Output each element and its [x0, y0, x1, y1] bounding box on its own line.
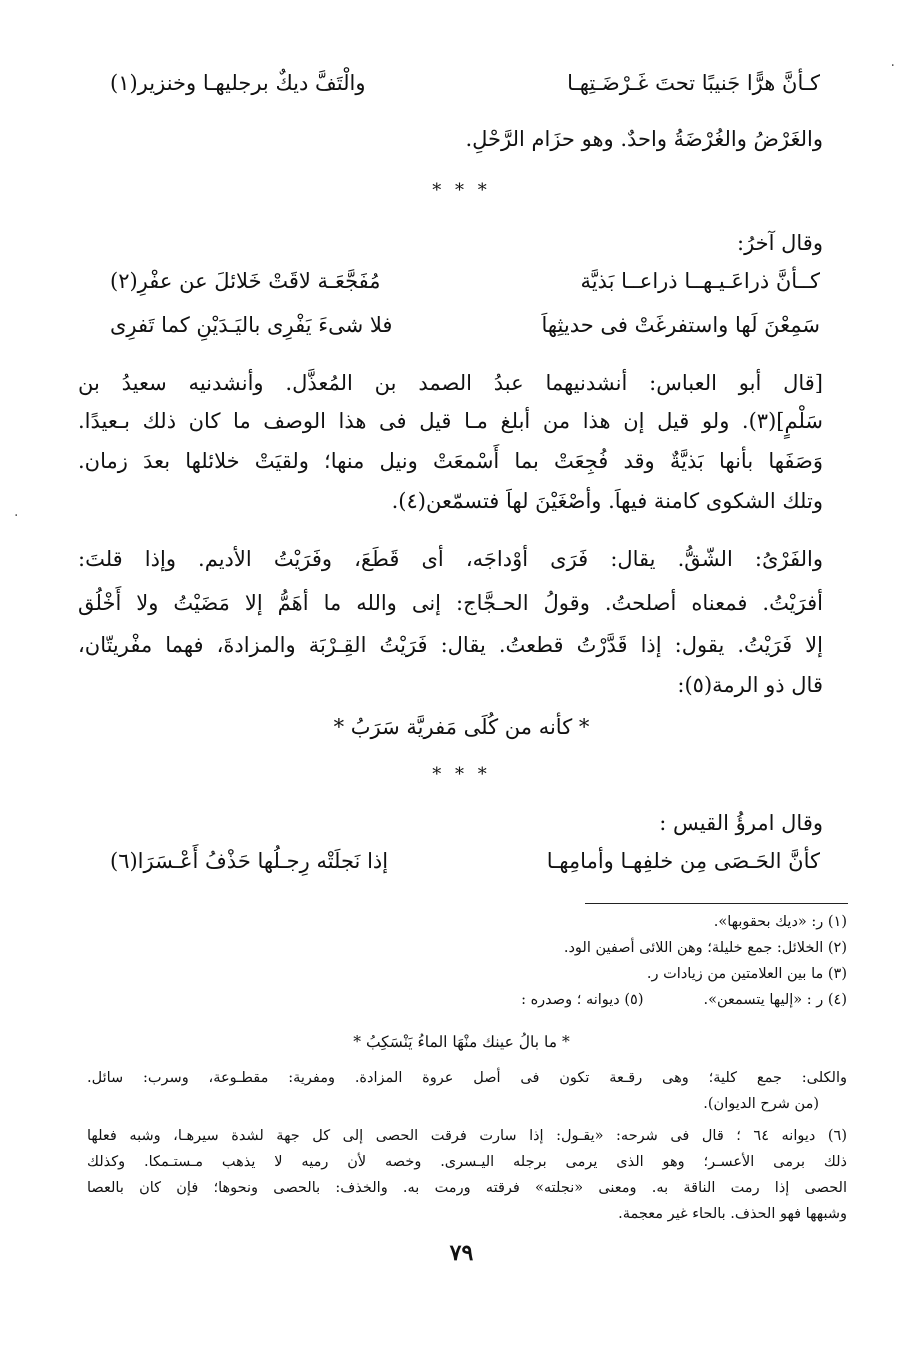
footnote-1: (١) ر: «ديك بحقوبها».	[713, 914, 847, 930]
footnote-row	[87, 988, 847, 1013]
verse-second-hemistich: مُفَجَّعَـة لاقَتْ خَلائلَ عن عفْرِ(٢)	[110, 269, 381, 293]
paragraph-line: سَلْمٍ](٣). ولو قيل إن هذا من أبلغ مـا قيل فى هذا الوصف ما كان ذلك بـعيدًا.	[78, 409, 823, 433]
margin-dot: ·	[890, 58, 895, 74]
section-separator: * * *	[432, 180, 491, 201]
paragraph-line: وَصَفَها بأنها بَذيَّةٌ وقد فُجِعَتْ بما أَسْمعَتْ ونيل منها؛ ولقيَتْ خلائلها بعدَ زمان.	[78, 449, 823, 473]
footnote-6-line: وشبهها فهو الحذف. بالحاء غير معجمة.	[618, 1206, 847, 1222]
footnote-verse: * ما بالُ عينك منْهَا الماءُ يَنْسَكِبُ *	[353, 1033, 570, 1051]
verse-first-hemistich: كــأنَّ ذراعَـيـهــا ذراعــا بَذيَّة	[580, 269, 820, 293]
verse-first-hemistich: سَمِعْنَ لَها واستفرغَتْ فى حديثِهاَ	[541, 313, 820, 337]
verse-first-hemistich: كأنَّ الحَـصَى مِن خلفِهـا وأمامِهـا	[546, 849, 820, 873]
footnote-6-line: (٦) ديوانه ٦٤ ؛ قال فى شرحه: «يقـول: إذا سارت فرقت الحصى إلى كل جهة لشدة سيرهـا، وشبه فعلها	[87, 1128, 847, 1144]
poem-intro: وقال آخرُ:	[737, 231, 823, 255]
footnote-gloss: والكلى: جمع كلية؛ وهى رقـعة تكون فى أصل عروة المزادة. ومفرية: مقطـوعة، وسرب: سائل.	[87, 1070, 847, 1086]
verse-line	[110, 68, 820, 98]
verse-line	[110, 310, 820, 340]
quoted-hemistich: * كأنه من كُلَى مَفريَّة سَرَبُ *	[333, 715, 590, 739]
poem-intro: وقال امرؤُ القيس :	[659, 811, 823, 835]
footnote-2: (٢) الخلائل: جمع خليلة؛ وهن اللائى أصفين الود.	[563, 940, 847, 956]
section-separator: * * *	[432, 764, 491, 785]
footnote-3: (٣) ما بين العلامتين من زيادات ر.	[646, 966, 847, 982]
verse-second-hemistich: والْتَفَّ ديكٌ برجليهـا وخنزير(١)	[110, 71, 366, 95]
footnote-4: (٤) ر : «إليها يتسمعن».	[703, 992, 847, 1008]
paragraph-line: أفرَيْتُ. فمعناه أصلحتُ. وقولُ الحـجَّاج: إنى والله ما أهَمُّ إلا مَضَيْتُ ولا أَخْلُق	[78, 591, 823, 615]
footnote-gloss: (من شرح الديوان).	[703, 1096, 819, 1112]
paragraph-line: [قال أبو العباس: أنشدنيهما عبدُ الصمد بن المُعذَّل. وأنشدنيه سعيدُ بن	[78, 371, 823, 395]
paragraph-line: إلا فَرَيْتُ. يقول: إذا قَدَّرْتُ قطعتُ. يقال: فَرَيْتُ القِـرْبَة والمزادةَ، فهما مفْريتّان،	[78, 633, 823, 657]
paragraph-line: والفَرْىُ: الشّقُّ. يقال: فَرَى أوْداجَه، أى قَطَعَ، وفَرَيْتُ الأديم. وإذا قلتَ:	[78, 547, 823, 571]
verse-second-hemistich: إذا نَجلَتْه رِجـلُها حَذْفُ أَعْـسَرَا(٦)	[110, 849, 389, 873]
footnote-rule	[585, 903, 848, 904]
verse-line	[110, 266, 820, 296]
footnote-6-line: ذلك برمى الأعسـر؛ وهو الذى يرمى برجله اليـسرى. وخصه لأن رميه لا يذهب مـستـمكا. وكذلك	[87, 1154, 847, 1170]
margin-dot: ·	[14, 508, 19, 524]
verse-line	[110, 846, 820, 876]
verse-second-hemistich: فلا شىءَ يَفْرِى باليَـدَيْنِ كما تَفرِى	[110, 313, 393, 337]
footnote-5: (٥) ديوانه ؛ وصدره :	[521, 992, 644, 1008]
paragraph-line: وتلك الشكوى كامنة فيهاَ. وأصْغَيْنَ لهاَ فتسمّعن(٤).	[391, 489, 823, 513]
footnote-6-line: الحصى إذا رمت الناقة به. ومعنى «نجلته» فرقته ورمت به. والخذف: بالحصى ونحوها؛ فإن كان بالعصا	[87, 1180, 847, 1196]
page-number: ٧٩	[449, 1240, 474, 1266]
verse-first-hemistich: كـأنَّ هرًّا جَنيبًا تحتَ غَـرْضَـتِهـا	[567, 71, 820, 95]
paragraph-line: قال ذو الرمة(٥):	[677, 673, 823, 697]
verse-gloss: والغَرْضُ والغُرْضَةُ واحدٌ. وهو حزَام الرَّحْلِ.	[465, 127, 823, 151]
